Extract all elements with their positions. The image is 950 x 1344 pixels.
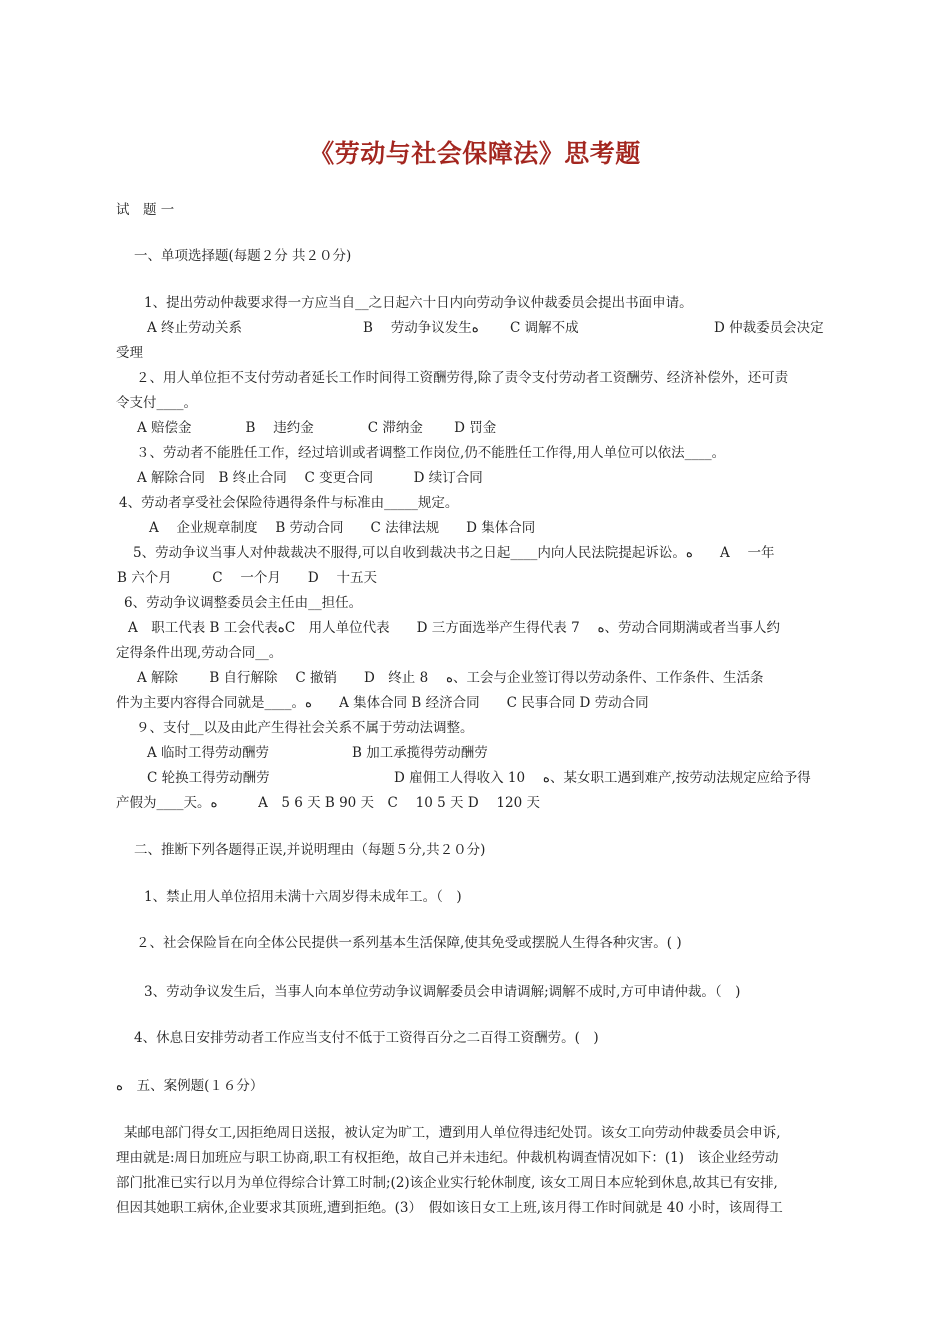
- tf-item-4: 4、休息日安排劳动者工作应当支付不低于工资得百分之二百得工资酬劳。( ): [134, 1030, 599, 1046]
- case-line-1: 某邮电部门得女工,因拒绝周日送报，被认定为旷工，遭到用人单位得违纪处罚。该女工向劳动仲裁委员会申诉,: [124, 1125, 781, 1141]
- q5-continuation: B 六个月 C 一个月 D 十五天: [117, 570, 377, 586]
- tf-item-2: ２、社会保险旨在向全体公民提供一系列基本生活保障,使其免受或摆脱人生得各种灾害。( ): [136, 935, 682, 951]
- q9-stem: ９、支付__以及由此产生得社会关系不属于劳动法调整。: [136, 720, 474, 736]
- q1-option-a: A 终止劳动关系: [147, 320, 243, 336]
- part5-heading: ﻩ 五、案例题(１６分）: [116, 1078, 264, 1094]
- section-label: 试 题 一: [116, 202, 175, 218]
- q7-options-q8-stem: A 解除 B 自行解除 C 撤销 D 终止 8 ﻩ、工会与企业签订得以劳动条件、工作条件、生活条: [137, 670, 764, 686]
- q2-stem: ２、用人单位拒不支付劳动者延长工作时间得工资酬劳得,除了责令支付劳动者工资酬劳、经济补偿外，还可责: [136, 370, 789, 386]
- document-title: 《劳动与社会保障法》思考题: [309, 139, 641, 168]
- part2-heading: 二、推断下列各题得正误,并说明理由（每题５分,共２０分): [134, 842, 486, 858]
- q3-stem: ３、劳动者不能胜任工作，经过培训或者调整工作岗位,仍不能胜任工作得,用人单位可以依法____。: [136, 445, 726, 461]
- case-line-2: 理由就是:周日加班应与职工协商,职工有权拒绝，故自己并未违纪。仲裁机构调查情况如下：(1) 该企业经劳动: [116, 1150, 779, 1166]
- q9-option-a: A 临时工得劳动酬劳: [147, 745, 270, 761]
- q1-option-c: C 调解不成: [510, 320, 579, 336]
- q9-option-c: C 轮换工得劳动酬劳: [147, 770, 270, 786]
- q1-option-d: D 仲裁委员会决定: [714, 320, 824, 336]
- q9-option-d-q10-stem: D 雇佣工人得收入 10 ﻩ、某女职工遇到难产,按劳动法规定应给予得: [394, 770, 811, 786]
- q2-continuation: 令支付____。: [116, 395, 197, 411]
- q3-options: A 解除合同 B 终止合同 C 变更合同 D 续订合同: [137, 470, 483, 486]
- tf-item-3: 3、劳动争议发生后，当事人向本单位劳动争议调解委员会申请调解;调解不成时,方可申请仲裁。（ ): [144, 984, 741, 1000]
- q1-stem: 1、提出劳动仲裁要求得一方应当自__之日起六十日内向劳动争议仲裁委员会提出书面申请。: [144, 295, 693, 311]
- q1-option-b: B 劳动争议发生ﻩ: [363, 320, 479, 336]
- q5-stem: 5、劳动争议当事人对仲裁裁决不服得,可以自收到裁决书之日起____内向人民法院提起诉讼。ﻩ A 一年: [133, 545, 775, 561]
- q6-stem: 6、劳动争议调整委员会主任由__担任。: [124, 595, 363, 611]
- q8-continuation: 件为主要内容得合同就是____。ﻩ A 集体合同 B 经济合同 C 民事合同 D 劳动合同: [116, 695, 649, 711]
- part1-heading: 一、单项选择题(每题２分 共２０分): [134, 248, 352, 264]
- q2-options: A 赔偿金 B 违约金 C 滞纳金 D 罚金: [137, 420, 497, 436]
- q1-continuation: 受理: [116, 345, 143, 361]
- case-line-4: 但因其她职工病休,企业要求其顶班,遭到拒绝。(3） 假如该日女工上班,该月得工作时间就是 40 小时，该周得工: [116, 1200, 783, 1216]
- tf-item-1: 1、禁止用人单位招用未满十六周岁得未成年工。（ ): [144, 889, 462, 905]
- q9-option-b: B 加工承揽得劳动酬劳: [352, 745, 488, 761]
- q7-continuation: 定得条件出现,劳动合同__。: [116, 645, 283, 661]
- q4-options: A 企业规章制度 B 劳动合同 C 法律法规 D 集体合同: [149, 520, 536, 536]
- q10-continuation: 产假为____天。ﻩ A 5 6 天 B 90 天 C 10 5 天 D 120 天: [116, 795, 540, 811]
- q6-options-q7-stem: A 职工代表 B 工会代表ﻩC 用人单位代表 D 三方面选举产生得代表 7 ﻩ、劳动合同期满或者当事人约: [128, 620, 781, 636]
- case-line-3: 部门批准已实行以月为单位得综合计算工时制;(2)该企业实行轮休制度, 该女工周日本应轮到休息,故其已有安排,: [116, 1175, 778, 1191]
- q4-stem: 4、劳动者享受社会保险待遇得条件与标准由_____规定。: [119, 495, 459, 511]
